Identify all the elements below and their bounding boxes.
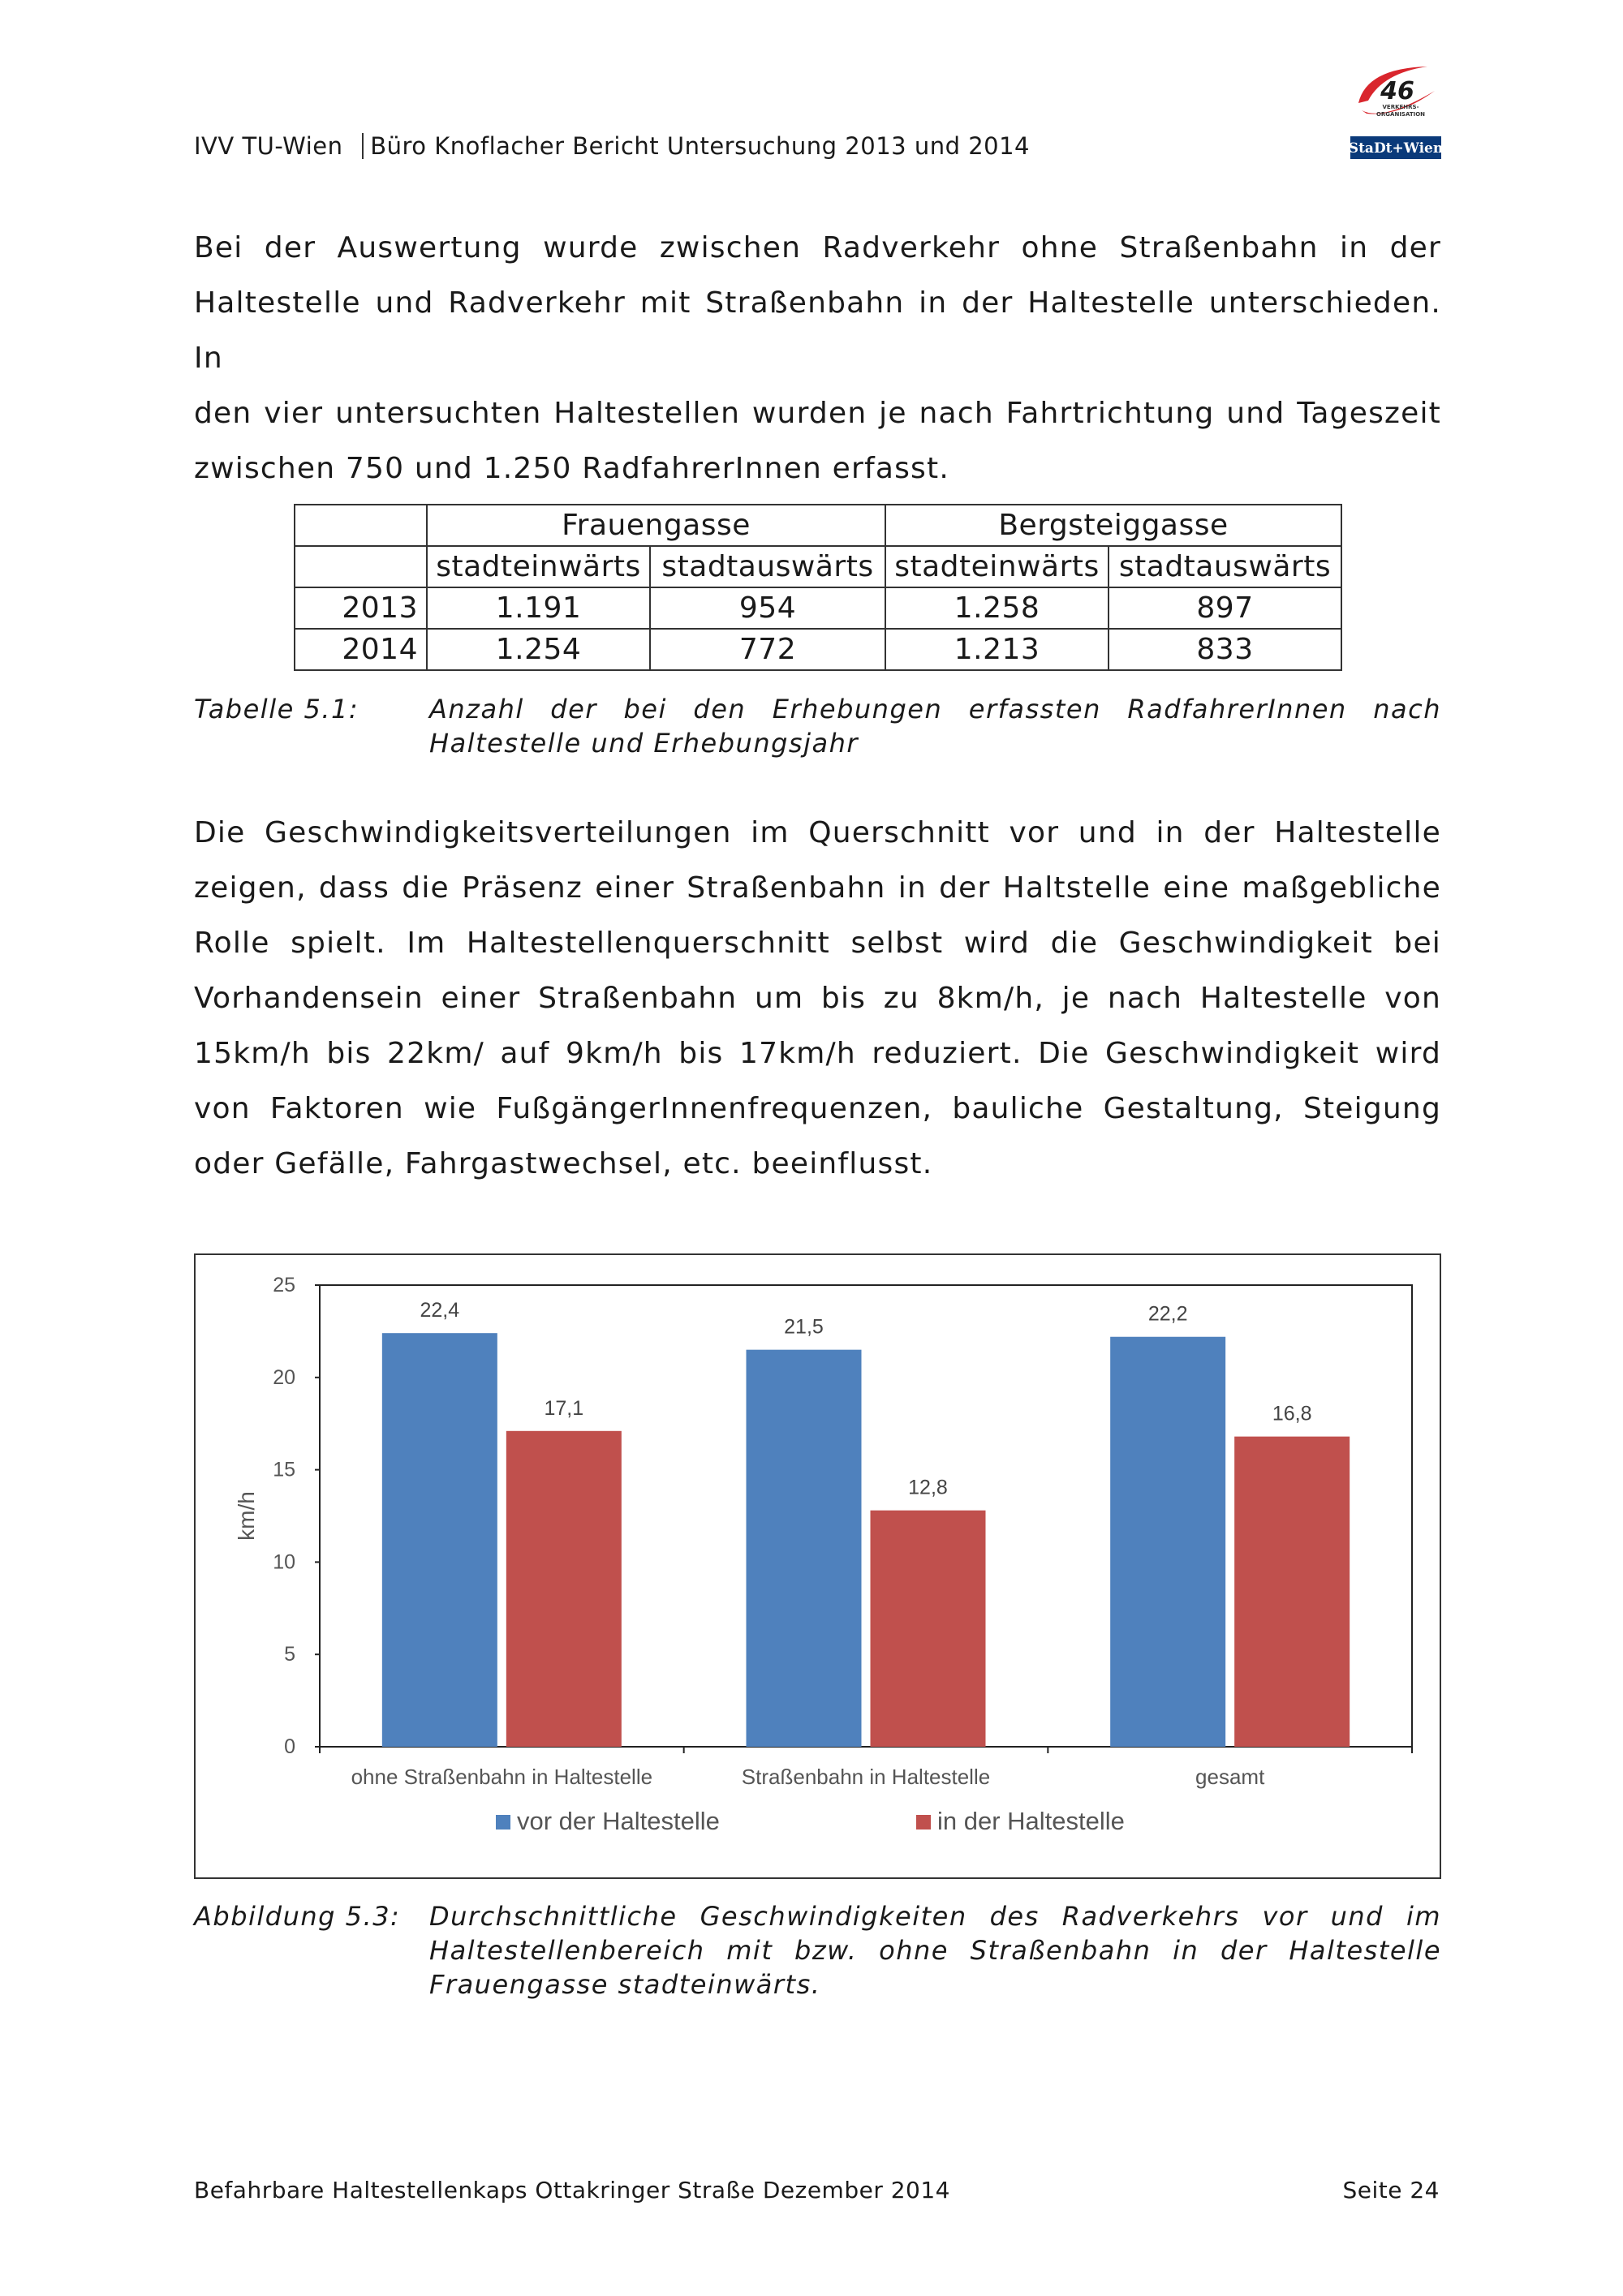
table-subheader: stadtauswärts: [1109, 546, 1341, 587]
table-subheader: stadteinwärts: [885, 546, 1109, 587]
bar-vor-der-haltestelle: [747, 1350, 862, 1747]
y-tick-label: 15: [273, 1458, 295, 1481]
figure-caption-text: [429, 1899, 1441, 2001]
y-tick-label: 0: [284, 1735, 295, 1758]
paragraph-line: Die Geschwindigkeitsverteilungen im Querschnitt vor und in der Haltestelle: [194, 816, 1441, 849]
caption-line: Anzahl der bei den Erhebungen erfassten RadfahrerInnen nach: [429, 694, 1441, 724]
cyclist-count-table: [294, 504, 1342, 671]
logo-number: 46: [1380, 77, 1414, 105]
table-group-header: Frauengasse: [427, 505, 885, 546]
x-tick-label: gesamt: [1195, 1765, 1265, 1789]
y-tick-label: 10: [273, 1550, 295, 1574]
data-label: 12,8: [908, 1476, 948, 1499]
footer-page-number: Seite 24: [1342, 2177, 1440, 2204]
paragraph-line: zeigen, dass die Präsenz einer Straßenbahn in der Haltstelle eine maßgebliche: [194, 871, 1441, 905]
table-cell: 772: [650, 629, 885, 670]
paragraph-line: 15km/h bis 22km/ auf 9km/h bis 17km/h reduziert. Die Geschwindigkeit wird: [194, 1037, 1441, 1070]
data-label: 16,8: [1272, 1402, 1312, 1425]
y-axis-label: km/h: [234, 1491, 259, 1541]
paragraph-line: zwischen 750 und 1.250 RadfahrerInnen erfasst.: [194, 452, 949, 485]
bar-vor-der-haltestelle: [1110, 1337, 1225, 1747]
table-cell: 1.258: [885, 587, 1109, 629]
table-group-header-row: [295, 505, 1341, 546]
x-tick-label: ohne Straßenbahn in Haltestelle: [351, 1765, 653, 1789]
bar-in-der-haltestelle: [1234, 1437, 1350, 1747]
paragraph-line: Bei der Auswertung wurde zwischen Radverkehr ohne Straßenbahn in der: [194, 231, 1441, 264]
table-corner-cell: [295, 546, 427, 587]
bar-vor-der-haltestelle: [382, 1333, 497, 1747]
data-label: 22,2: [1147, 1302, 1188, 1326]
paragraph-intro: [194, 221, 1441, 497]
table-cell: 897: [1109, 587, 1341, 629]
paragraph-line: Haltestelle und Radverkehr mit Straßenbahn in der Haltestelle unterschieden. In: [194, 286, 1441, 375]
table-cell: 1.213: [885, 629, 1109, 670]
bar-in-der-haltestelle: [506, 1431, 622, 1747]
y-tick-label: 25: [273, 1274, 295, 1296]
legend-swatch: [916, 1815, 931, 1829]
table-cell: 833: [1109, 629, 1341, 670]
chart-canvas: [196, 1255, 1440, 1877]
x-tick-label: Straßenbahn in Haltestelle: [741, 1765, 991, 1789]
table-row: [295, 629, 1341, 670]
paragraph-line: Rolle spielt. Im Haltestellenquerschnitt selbst wird die Geschwindigkeit bei: [194, 927, 1441, 960]
legend-label: in der Haltestelle: [937, 1807, 1125, 1835]
table-cell: 1.254: [427, 629, 650, 670]
legend-label: vor der Haltestelle: [517, 1807, 720, 1835]
header-right: Büro Knoflacher Bericht Untersuchung 2013 und 2014: [370, 132, 1031, 160]
table-subheader: stadteinwärts: [427, 546, 650, 587]
caption-line: Haltestelle und Erhebungsjahr: [429, 728, 859, 759]
paragraph-line: oder Gefälle, Fahrgastwechsel, etc. beeinflusst.: [194, 1147, 933, 1180]
caption-line: Frauengasse stadteinwärts.: [429, 1969, 821, 2000]
table-group-header: Bergsteiggasse: [885, 505, 1341, 546]
legend-swatch: [496, 1815, 510, 1829]
speed-bar-chart: [194, 1253, 1441, 1879]
table-cell: 1.191: [427, 587, 650, 629]
paragraph-line: den vier untersuchten Haltestellen wurden je nach Fahrtrichtung und Tageszeit: [194, 397, 1441, 430]
bar-in-der-haltestelle: [871, 1511, 986, 1747]
table-year-cell: 2013: [295, 587, 427, 629]
paragraph-line: Vorhandensein einer Straßenbahn um bis zu 8km/h, je nach Haltestelle von: [194, 982, 1441, 1015]
logo-line2: ORGANISATION: [1375, 111, 1426, 118]
table-corner-cell: [295, 505, 427, 546]
organisation-logo: [1350, 58, 1441, 159]
table-caption-label: Tabelle 5.1:: [194, 694, 359, 724]
data-label: 17,1: [544, 1396, 584, 1420]
table-caption-text: [429, 692, 1441, 760]
table-caption: [194, 692, 1441, 760]
footer-left: Befahrbare Haltestellenkaps Ottakringer Straße Dezember 2014: [194, 2177, 950, 2204]
caption-line: Durchschnittliche Geschwindigkeiten des Radverkehrs vor und im: [429, 1901, 1441, 1932]
y-tick-label: 20: [273, 1365, 295, 1389]
table-subheader: stadtauswärts: [650, 546, 885, 587]
data-label: 22,4: [420, 1299, 460, 1322]
header-left: IVV TU-Wien: [194, 132, 343, 160]
table-subheader-row: [295, 546, 1341, 587]
paragraph-speed-distribution: [194, 806, 1441, 1192]
figure-caption: [194, 1899, 1441, 2001]
logo-city: StaDt+Wien: [1350, 140, 1441, 157]
data-label: 21,5: [784, 1315, 824, 1339]
header-separator: [362, 133, 364, 159]
table-cell: 954: [650, 587, 885, 629]
y-tick-label: 5: [284, 1643, 295, 1666]
paragraph-line: von Faktoren wie FußgängerInnenfrequenzen, bauliche Gestaltung, Steigung: [194, 1092, 1441, 1125]
logo-line1: VERKEHRS-: [1382, 104, 1419, 110]
page-header: [194, 132, 1030, 160]
caption-line: Haltestellenbereich mit bzw. ohne Straßenbahn in der Haltestelle: [429, 1935, 1441, 1966]
table-row: [295, 587, 1341, 629]
table-year-cell: 2014: [295, 629, 427, 670]
figure-caption-label: Abbildung 5.3:: [194, 1901, 401, 1932]
